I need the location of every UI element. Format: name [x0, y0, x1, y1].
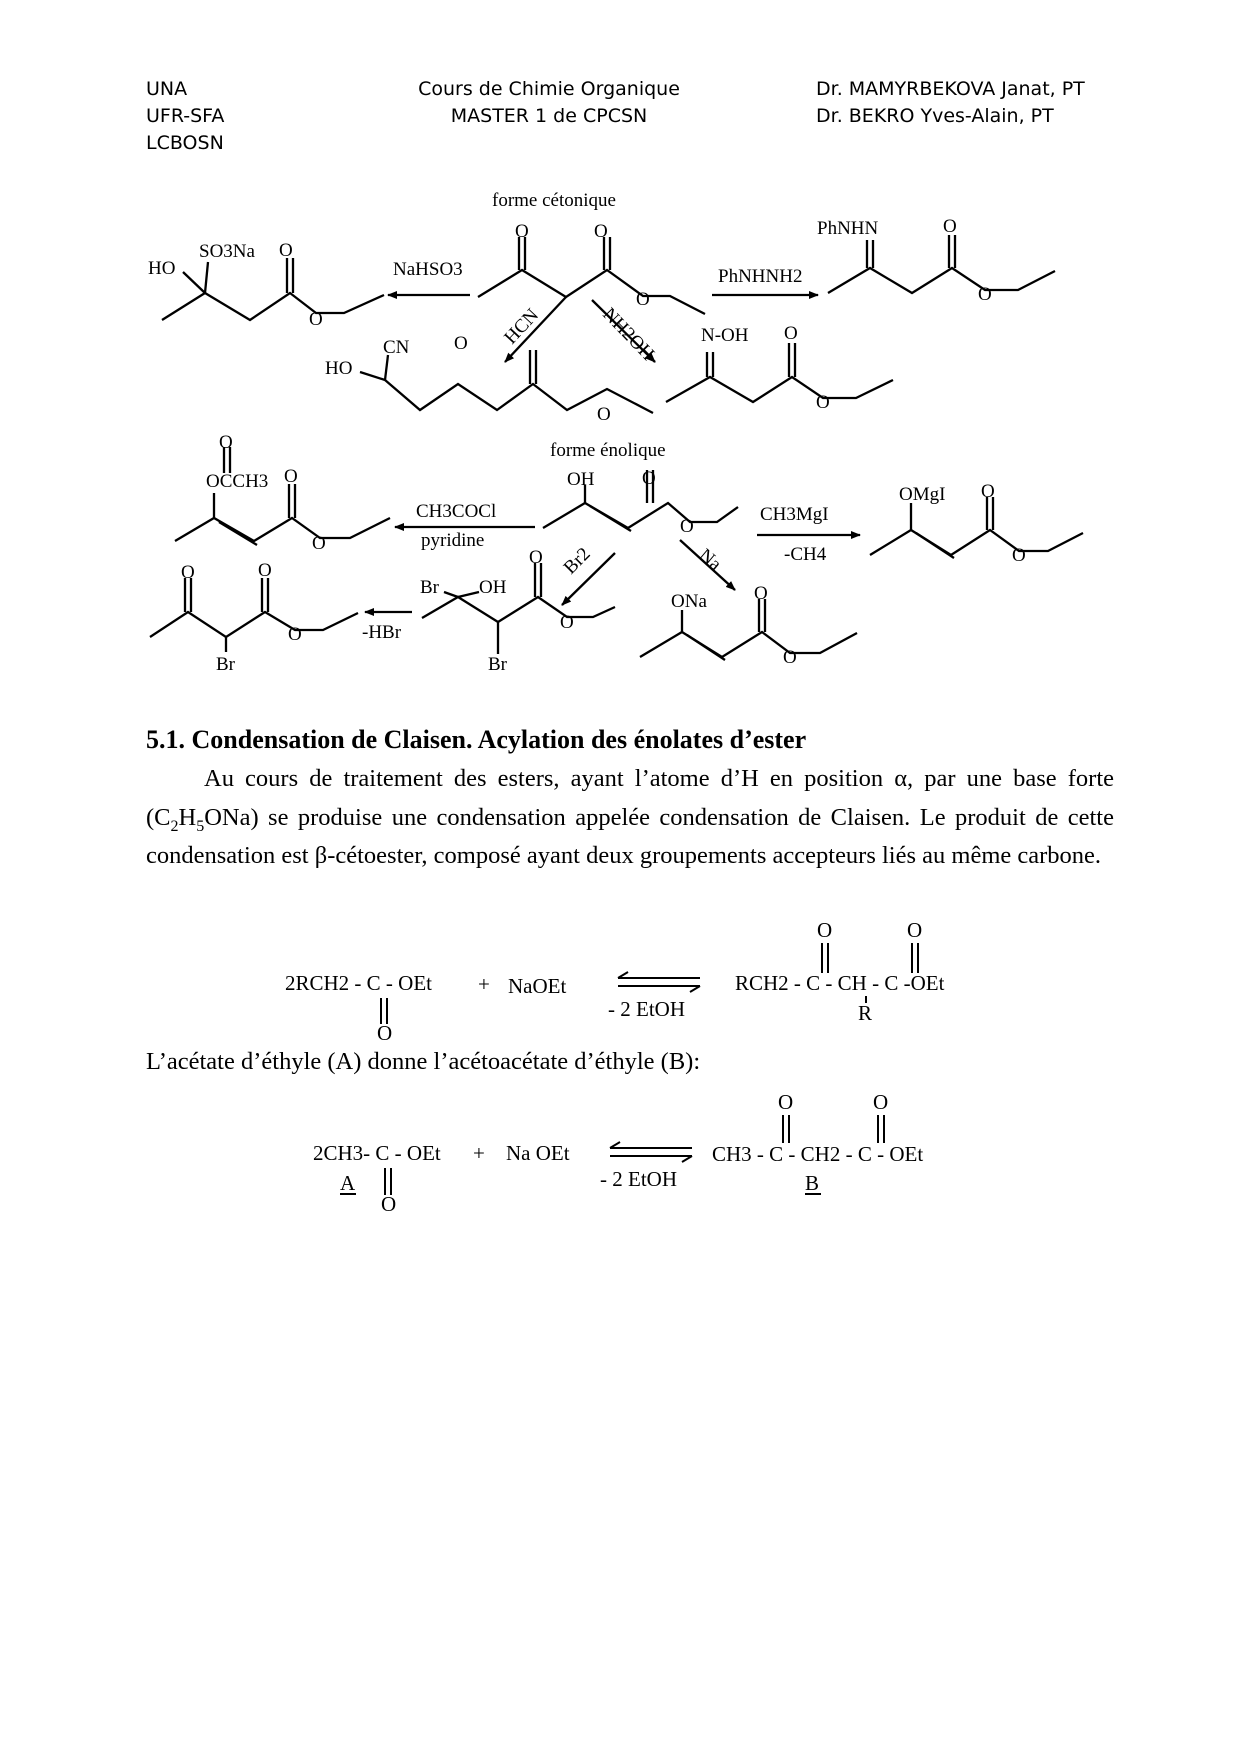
header-left-line: LCBOSN: [146, 132, 224, 154]
svg-text:O: O: [816, 392, 830, 413]
svg-text:O: O: [594, 221, 608, 242]
svg-text:O: O: [943, 216, 957, 237]
svg-text:O: O: [284, 466, 298, 487]
eq1-reagent: NaOEt: [508, 974, 567, 998]
keto-title: forme cétonique: [492, 190, 616, 211]
enol-title: forme énolique: [550, 440, 666, 461]
reagent-br2: Br2: [559, 543, 595, 579]
paragraph-text: ONa) se produise une condensation appelée condensation de Claisen. Le produit de cette condensation est β-cétoester, composé ayant deux groupements accepteurs liés au même carbone.: [146, 803, 1114, 869]
header-left-line: UFR-SFA: [146, 105, 225, 127]
eq2-right: CH3 - C - CH2 - C - OEt: [712, 1142, 924, 1166]
section-title: 5.1. Condensation de Claisen. Acylation des énolates d’ester: [146, 725, 807, 754]
equation-1: [285, 918, 945, 1045]
label-so3na: SO3Na: [199, 241, 255, 262]
eq1-right: RCH2 - C - CH - C -OEt: [735, 971, 945, 995]
label-occh3: OCCH3: [206, 471, 269, 492]
subscript: 2: [170, 817, 179, 835]
eq2-reagent: Na OEt: [506, 1141, 570, 1165]
eq2-below-arrow: - 2 EtOH: [600, 1167, 677, 1191]
svg-text:O: O: [642, 468, 656, 489]
svg-text:O: O: [381, 1192, 397, 1216]
reagent-hcn: HCN: [500, 304, 544, 349]
label-cn: CN: [383, 337, 410, 358]
reagent-nh2oh: NH2OH: [598, 303, 659, 365]
header-right-line: Dr. BEKRO Yves-Alain, PT: [816, 105, 1054, 127]
svg-text:O: O: [907, 918, 923, 942]
reagent-phnhnh2: PhNHNH2: [718, 266, 803, 287]
label-ho: HO: [148, 258, 176, 279]
reagent-ch3cocl: CH3COCl: [416, 501, 497, 522]
paragraph-text: H: [178, 803, 197, 831]
label-phnhn: PhNHN: [817, 218, 879, 239]
svg-text:O: O: [817, 918, 833, 942]
subscript: 5: [196, 817, 205, 835]
label-ho: HO: [325, 358, 353, 379]
svg-text:O: O: [560, 612, 574, 633]
svg-text:O: O: [680, 516, 694, 537]
eq2-label-b: B: [805, 1171, 820, 1195]
svg-text:O: O: [783, 647, 797, 668]
svg-text:O: O: [784, 323, 798, 344]
reagent-nahso3: NaHSO3: [393, 259, 463, 280]
reagent-pyridine: pyridine: [421, 530, 485, 551]
eq2-plus: +: [473, 1141, 485, 1165]
svg-text:O: O: [309, 309, 323, 330]
header-right-line: Dr. MAMYRBEKOVA Janat, PT: [816, 78, 1085, 100]
header-left-line: UNA: [146, 78, 188, 100]
equation-2: [313, 1090, 923, 1216]
label-br: Br: [488, 654, 507, 675]
label-omgi: OMgI: [899, 484, 946, 505]
label-br: Br: [216, 654, 235, 675]
svg-text:O: O: [1012, 545, 1026, 566]
svg-text:O: O: [279, 240, 293, 261]
label-ona: ONa: [671, 591, 707, 612]
eq2-label-a: A: [340, 1171, 356, 1195]
svg-text:O: O: [181, 562, 195, 583]
reagent-hbr: -HBr: [362, 622, 402, 643]
svg-text:O: O: [312, 533, 326, 554]
reagent-na: Na: [694, 544, 726, 576]
label-oh: OH: [567, 469, 595, 490]
svg-text:O: O: [978, 284, 992, 305]
reagent-ch3mgi: CH3MgI: [760, 504, 829, 525]
svg-text:O: O: [288, 624, 302, 645]
paragraph-text: Au cours de traitement des esters, ayant l’atome d’H en position α, par une base forte (C: [146, 765, 1114, 831]
eq1-below-arrow: - 2 EtOH: [608, 997, 685, 1021]
svg-text:O: O: [258, 560, 272, 581]
header-center-line: MASTER 1 de CPCSN: [450, 105, 648, 127]
acetate-sentence: L’acétate d’éthyle (A) donne l’acétoacétate d’éthyle (B):: [146, 1048, 701, 1075]
svg-text:O: O: [873, 1090, 889, 1114]
svg-text:O: O: [219, 432, 233, 453]
svg-text:O: O: [754, 583, 768, 604]
label-oh: OH: [479, 577, 507, 598]
eq1-plus: +: [478, 972, 490, 996]
svg-text:O: O: [515, 221, 529, 242]
svg-text:O: O: [454, 333, 468, 354]
eq1-substituent: R: [858, 1001, 873, 1025]
label-n-oh: N-OH: [701, 325, 749, 346]
svg-text:O: O: [377, 1021, 393, 1045]
svg-text:O: O: [778, 1090, 794, 1114]
svg-text:O: O: [981, 481, 995, 502]
svg-text:O: O: [636, 289, 650, 310]
reagent-ch4: -CH4: [784, 544, 827, 565]
label-br: Br: [420, 577, 439, 598]
svg-text:O: O: [597, 404, 611, 425]
svg-text:O: O: [529, 547, 543, 568]
header-center-line: Cours de Chimie Organique: [418, 78, 680, 100]
eq1-left: 2RCH2 - C - OEt: [285, 971, 432, 995]
eq2-left: 2CH3- C - OEt: [313, 1141, 441, 1165]
